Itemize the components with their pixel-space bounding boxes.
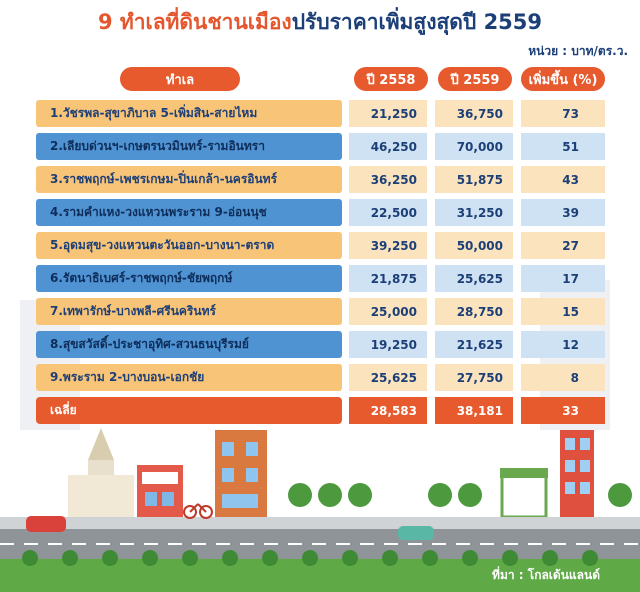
price-2558-cell: 19,250 <box>349 331 427 358</box>
price-2558-cell: 21,875 <box>349 265 427 292</box>
increase-cell: 12 <box>521 331 605 358</box>
location-cell: 4.รามคำแหง-วงแหวนพระราม 9-อ่อนนุช <box>36 199 342 226</box>
table-row <box>0 298 640 325</box>
table-row <box>0 364 640 391</box>
location-cell: 3.ราชพฤกษ์-เพชรเกษม-ปิ่นเกล้า-นครอินทร์ <box>36 166 342 193</box>
header-location: ทำเล <box>120 67 240 91</box>
location-cell: 1.วัชรพล-สุขาภิบาล 5-เพิ่มสิน-สายไหม <box>36 100 342 127</box>
unit-label: หน่วย : บาท/ตร.ว. <box>528 44 628 58</box>
increase-cell: 15 <box>521 298 605 325</box>
red-tower <box>560 430 594 517</box>
location-cell: 2.เลียบด่วนฯ-เกษตรนวมินทร์-รามอินทรา <box>36 133 342 160</box>
price-2559-cell: 51,875 <box>435 166 513 193</box>
increase-cell: 33 <box>521 397 605 424</box>
title-highlight: 9 ทำเลที่ดินชานเมือง <box>97 10 292 34</box>
header-increase: เพิ่มขึ้น (%) <box>521 67 605 91</box>
location-cell: 9.พระราม 2-บางบอน-เอกชัย <box>36 364 342 391</box>
table-row <box>0 166 640 193</box>
location-cell: 7.เทพารักษ์-บางพลี-ศรีนครินทร์ <box>36 298 342 325</box>
increase-cell: 39 <box>521 199 605 226</box>
price-2559-cell: 27,750 <box>435 364 513 391</box>
price-2559-cell: 50,000 <box>435 232 513 259</box>
price-2559-cell: 36,750 <box>435 100 513 127</box>
table-row <box>0 133 640 160</box>
increase-cell: 43 <box>521 166 605 193</box>
price-2559-cell: 31,250 <box>435 199 513 226</box>
location-cell: 8.สุขสวัสดิ์-ประชาอุทิศ-สวนธนบุรีรมย์ <box>36 331 342 358</box>
bicycle-icon <box>184 504 212 518</box>
page-title <box>0 6 640 39</box>
price-2558-cell: 28,583 <box>349 397 427 424</box>
tower-building <box>68 428 134 517</box>
title-rest: ปรับราคาเพิ่มสูงสุดปี 2559 <box>291 10 543 34</box>
brick-building <box>215 430 267 517</box>
table-row <box>0 100 640 127</box>
price-2559-cell: 38,181 <box>435 397 513 424</box>
shop-building <box>137 465 183 517</box>
increase-cell: 17 <box>521 265 605 292</box>
increase-cell: 73 <box>521 100 605 127</box>
increase-cell: 51 <box>521 133 605 160</box>
price-2558-cell: 21,250 <box>349 100 427 127</box>
location-cell: 5.อุดมสุข-วงแหวนตะวันออก-บางนา-ตราด <box>36 232 342 259</box>
table-row <box>0 265 640 292</box>
price-2558-cell: 39,250 <box>349 232 427 259</box>
increase-cell: 8 <box>521 364 605 391</box>
price-2559-cell: 70,000 <box>435 133 513 160</box>
location-cell: 6.รัตนาธิเบศร์-ราชพฤกษ์-ชัยพฤกษ์ <box>36 265 342 292</box>
price-2558-cell: 25,625 <box>349 364 427 391</box>
price-2558-cell: 22,500 <box>349 199 427 226</box>
teal-car <box>398 526 434 540</box>
price-2558-cell: 36,250 <box>349 166 427 193</box>
price-2559-cell: 21,625 <box>435 331 513 358</box>
table-row <box>0 331 640 358</box>
price-2558-cell: 46,250 <box>349 133 427 160</box>
green-shop <box>500 468 548 517</box>
increase-cell: 27 <box>521 232 605 259</box>
price-2559-cell: 25,625 <box>435 265 513 292</box>
source-note: ที่มา : โกลเด้นแลนด์ <box>492 568 600 582</box>
price-2558-cell: 25,000 <box>349 298 427 325</box>
header-2559: ปี 2559 <box>438 67 512 91</box>
header-2558: ปี 2558 <box>354 67 428 91</box>
price-2559-cell: 28,750 <box>435 298 513 325</box>
table-row <box>0 232 640 259</box>
red-car <box>26 516 66 532</box>
table-row <box>0 199 640 226</box>
location-cell: เฉลี่ย <box>36 397 342 424</box>
